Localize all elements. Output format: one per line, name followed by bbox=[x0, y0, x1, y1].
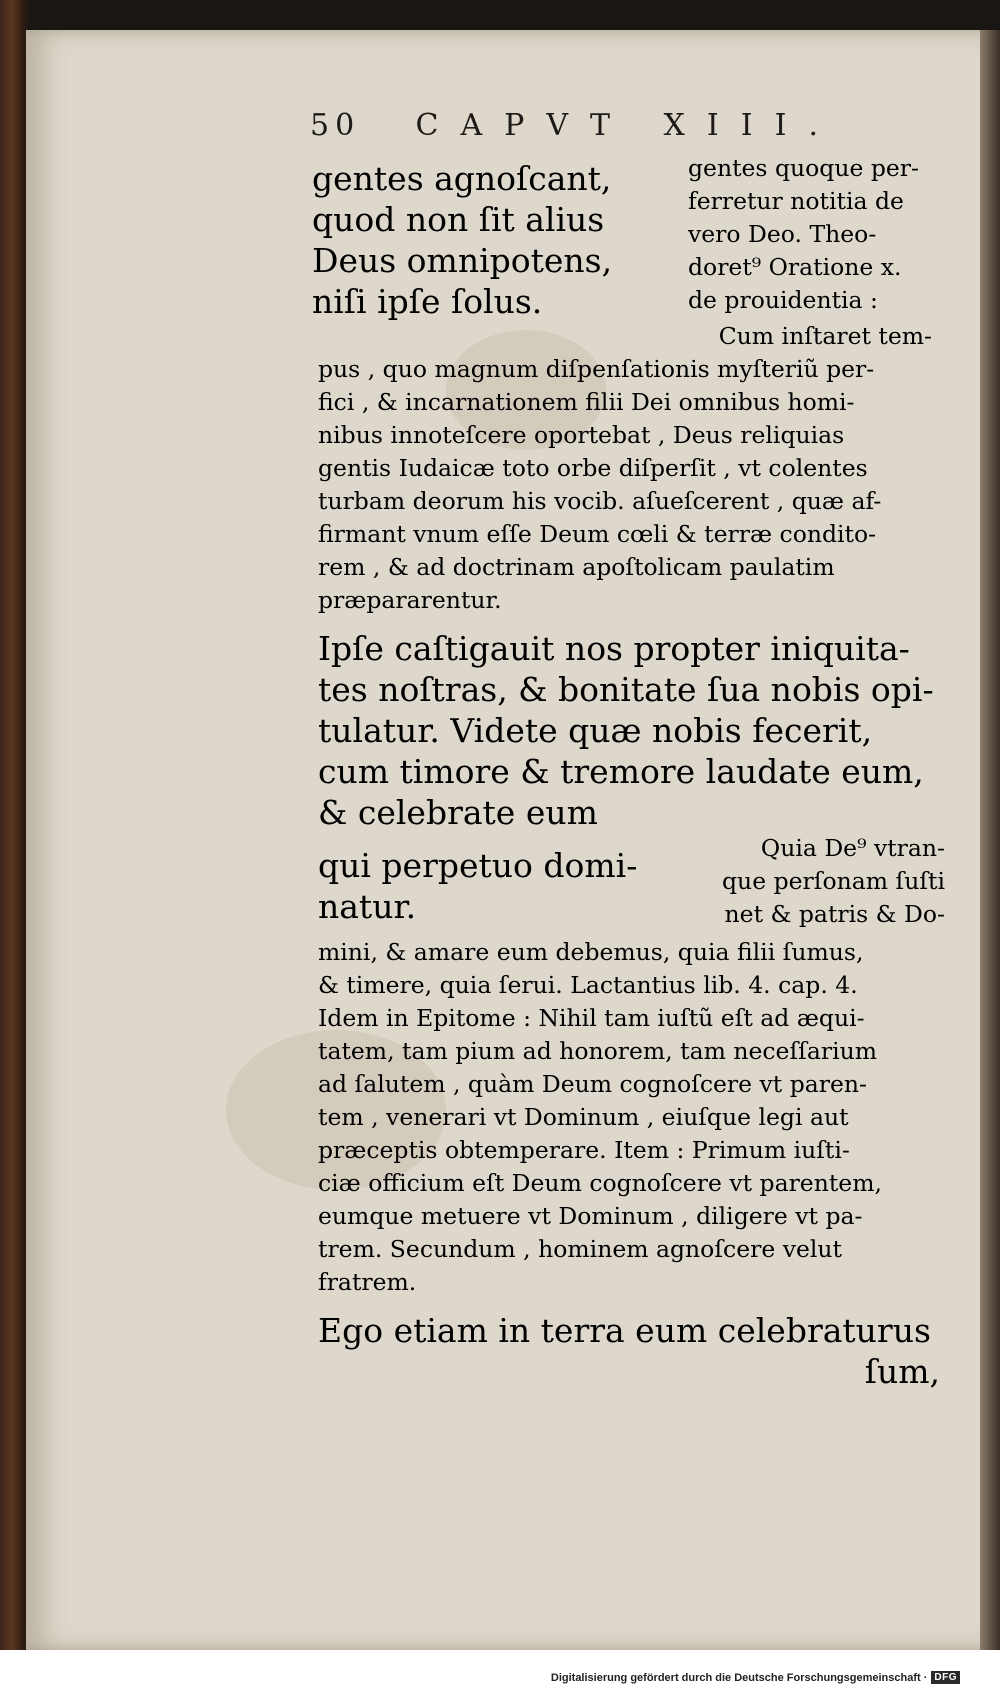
text-line: præceptis obtemperare. Item : Primum iuſti- bbox=[318, 1136, 850, 1164]
text-line: doret⁹ Oratione x. bbox=[688, 253, 902, 281]
text-line: eumque metuere vt Dominum , diligere vt pa- bbox=[318, 1202, 863, 1230]
text-line: turbam deorum his vocib. aſueſcerent , quæ af- bbox=[318, 487, 882, 515]
text-line: Cum inſtaret tem- bbox=[718, 322, 932, 350]
text-line: gentes quoque per- bbox=[688, 154, 919, 182]
text-line: præpararentur. bbox=[318, 586, 502, 614]
text-line: firmant vnum eſſe Deum cœli & terræ condito- bbox=[318, 520, 877, 548]
text-line: que perſonam ſuſti bbox=[722, 867, 945, 895]
text-line: Idem in Epitome : Nihil tam iuſtũ eſt ad æqui- bbox=[318, 1004, 865, 1032]
commentary-column-1 bbox=[688, 152, 938, 317]
text-line: & timere, quia ſerui. Lactantius lib. 4. cap. 4. bbox=[318, 971, 858, 999]
text-line: Ego etiam in terra eum celebraturus bbox=[318, 1311, 931, 1350]
text-line: quod non ſit alius bbox=[312, 200, 605, 239]
dfg-logo-icon: DFG bbox=[931, 1671, 960, 1684]
text-line: vero Deo. Theo- bbox=[688, 220, 877, 248]
text-line: fici , & incarnationem filii Dei omnibus homi- bbox=[318, 388, 855, 416]
text-line: gentis Iudaicæ toto orbe diſperſit , vt colentes bbox=[318, 454, 868, 482]
running-title: CAPVT XIII. bbox=[415, 108, 840, 143]
text-line: ad ſalutem , quàm Deum cognoſcere vt paren- bbox=[318, 1070, 867, 1098]
main-text-column-1 bbox=[312, 158, 667, 322]
main-text-block-2 bbox=[318, 628, 940, 833]
main-text-block-3 bbox=[318, 1310, 940, 1392]
text-line: cum timore & tremore laudate eum, bbox=[318, 752, 924, 791]
text-line: mini, & amare eum debemus, quia filii ſumus, bbox=[318, 938, 864, 966]
text-line: Quia De⁹ vtran- bbox=[760, 834, 945, 862]
commentary-block-1 bbox=[318, 320, 940, 617]
text-line: tulatur. Videte quæ nobis fecerit, bbox=[318, 711, 873, 750]
text-line: natur. bbox=[318, 887, 417, 926]
text-line: & celebrate eum bbox=[318, 793, 598, 832]
commentary-block-2 bbox=[318, 936, 940, 1299]
text-line: qui perpetuo domi- bbox=[318, 846, 638, 885]
text-line: gentes agnoſcant, bbox=[312, 159, 612, 198]
text-line: niſi ipſe ſolus. bbox=[312, 282, 543, 321]
text-line: de prouidentia : bbox=[688, 286, 878, 314]
digitization-credit bbox=[551, 1671, 960, 1684]
text-line: net & patris & Do- bbox=[724, 900, 945, 928]
text-line: pus , quo magnum diſpenſationis myſteriũ per- bbox=[318, 355, 875, 383]
credit-text: Digitalisierung gefördert durch die Deutsche Forschungsgemeinschaft · bbox=[550, 1671, 928, 1684]
text-line: Deus omnipotens, bbox=[312, 241, 613, 280]
text-line: rem , & ad doctrinam apoſtolicam paulatim bbox=[318, 553, 835, 581]
text-line: nibus innoteſcere oportebat , Deus reliquias bbox=[318, 421, 845, 449]
text-line: tem , venerari vt Dominum , eiuſque legi aut bbox=[318, 1103, 849, 1131]
text-line: trem. Secundum , hominem agnoſcere velut bbox=[318, 1235, 842, 1263]
main-text-column-2 bbox=[318, 845, 658, 927]
commentary-column-2 bbox=[660, 832, 945, 931]
text-line: ciæ officium eſt Deum cognoſcere vt parentem, bbox=[318, 1169, 882, 1197]
text-line: ſum, bbox=[864, 1352, 940, 1391]
page-edge bbox=[980, 30, 1000, 1650]
text-line: fratrem. bbox=[318, 1268, 417, 1296]
text-line: ferretur notitia de bbox=[688, 187, 904, 215]
text-line: Ipſe caſtigauit nos propter iniquita- bbox=[318, 629, 910, 668]
page-number: 50 bbox=[310, 108, 361, 143]
running-header bbox=[310, 108, 840, 143]
text-line: tatem, tam pium ad honorem, tam neceſſarium bbox=[318, 1037, 878, 1065]
text-line: tes noſtras, & bonitate ſua nobis opi- bbox=[318, 670, 934, 709]
